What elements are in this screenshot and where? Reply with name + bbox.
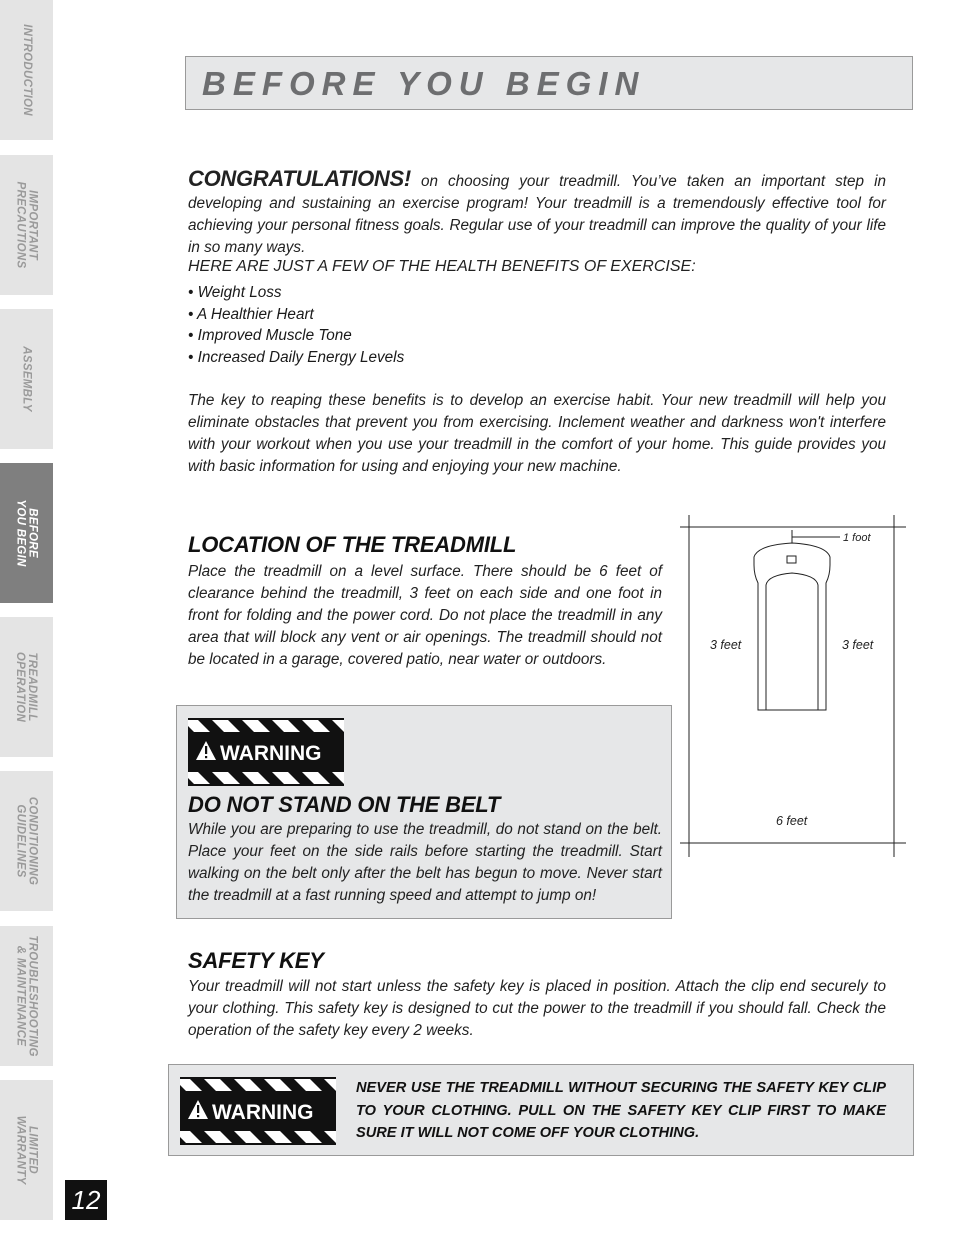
- clearance-diagram: [680, 515, 906, 857]
- warning-badge: [180, 1077, 336, 1145]
- safety-key-heading: SAFETY KEY: [188, 948, 324, 973]
- tab-conditioning-guidelines[interactable]: [0, 771, 53, 911]
- page-title: BEFORE YOU BEGIN: [202, 65, 646, 102]
- location-paragraph: Place the treadmill on a level surface. There should be 6 feet of clearance behind the treadmill, 3 feet on each side and one foot in front for folding and the power cord. Do not place the treadmill in any area that will block any vent or air openings. The treadmill should not be located in a garage, covered patio, near water or outdoors.: [188, 563, 662, 668]
- habit-paragraph: The key to reaping these benefits is to develop an exercise habit. Your new treadmill will help you eliminate obstacles that prevent you from exercising. Inclement weather and darkness won't interfere with your workout when you use your treadmill in the comfort of your home. This guide provides you with basic information for using and enjoying your new machine.: [188, 392, 886, 475]
- intro-text: on choosing your treadmill. You’ve taken an important step in developing and sustaining an exercise program! Your treadmill is a tremendously effective tool for achieving your personal fitness goals. Regular use of your treadmill can improve the quality of your life in so many ways.: [188, 173, 886, 256]
- side-tabs: [0, 0, 53, 1235]
- warning-badge-label: WARNING: [220, 742, 322, 765]
- tab-limited-warranty[interactable]: [0, 1080, 53, 1220]
- intro-paragraph: [188, 168, 886, 259]
- tab-before-you-begin[interactable]: [0, 463, 53, 603]
- tab-assembly[interactable]: [0, 309, 53, 449]
- tab-label: ASSEMBLY: [20, 346, 33, 412]
- list-item: • Weight Loss: [188, 284, 282, 301]
- safety-key-paragraph: Your treadmill will not start unless the safety key is placed in position. Attach the clip end securely to your clothing. This safety key is designed to cut the power to the treadmill if you should fall. Check the operation of the safety key every 2 weeks.: [188, 978, 886, 1039]
- tab-label: TREADMILL OPERATION: [14, 651, 39, 723]
- right-clearance-label: 3 feet: [842, 638, 874, 652]
- benefits-heading: HERE ARE JUST A FEW OF THE HEALTH BENEFITS OF EXERCISE:: [188, 258, 696, 275]
- list-item: • Improved Muscle Tone: [188, 327, 352, 345]
- list-item: • A Healthier Heart: [188, 305, 314, 323]
- tab-label: BEFORE YOU BEGIN: [14, 499, 39, 567]
- tab-label: CONDITIONING GUIDELINES: [14, 796, 39, 886]
- tab-treadmill-operation[interactable]: [0, 617, 53, 757]
- tab-important-precautions[interactable]: [0, 155, 53, 295]
- page-title-box: [185, 56, 913, 110]
- tab-troubleshooting-maintenance[interactable]: [0, 926, 53, 1066]
- left-clearance-label: 3 feet: [710, 638, 742, 652]
- tab-label: INTRODUCTION: [20, 24, 33, 116]
- list-item: • Increased Daily Energy Levels: [188, 349, 405, 367]
- treadmill-belt-outline: [766, 573, 818, 710]
- back-clearance-label: 6 feet: [776, 814, 808, 828]
- belt-warning-heading: DO NOT STAND ON THE BELT: [188, 792, 501, 817]
- belt-warning-text: While you are preparing to use the treadmill, do not stand on the belt. Place your feet on the side rails before starting the treadmill. Start walking on the belt only after the belt has begun to move. Never start the treadmill at a fast running speed and attempt to jump on!: [188, 821, 662, 904]
- page-number: 12: [65, 1180, 107, 1220]
- safety-key-warning-text: NEVER USE THE TREADMILL WITHOUT SECURING THE SAFETY KEY CLIP TO YOUR CLOTHING. PULL ON THE SAFETY KEY CLIP FIRST TO MAKE SURE IT WILL NOT COME OFF YOUR CLOTHING.: [356, 1080, 886, 1141]
- warning-badge: [188, 718, 344, 786]
- tab-label: LIMITED WARRANTY: [14, 1115, 39, 1185]
- tab-label: TROUBLESHOOTING & MAINTENANCE: [14, 935, 39, 1057]
- benefits-list: [188, 282, 404, 369]
- warning-badge-label: WARNING: [212, 1101, 314, 1124]
- intro-heading: CONGRATULATIONS!: [188, 166, 411, 191]
- treadmill-outline: [754, 543, 830, 710]
- location-heading: LOCATION OF THE TREADMILL: [188, 532, 517, 557]
- front-clearance-label: 1 foot: [843, 532, 871, 544]
- tab-introduction[interactable]: [0, 0, 53, 140]
- console-icon: [787, 556, 796, 563]
- tab-label: IMPORTANT PRECAUTIONS: [14, 181, 39, 269]
